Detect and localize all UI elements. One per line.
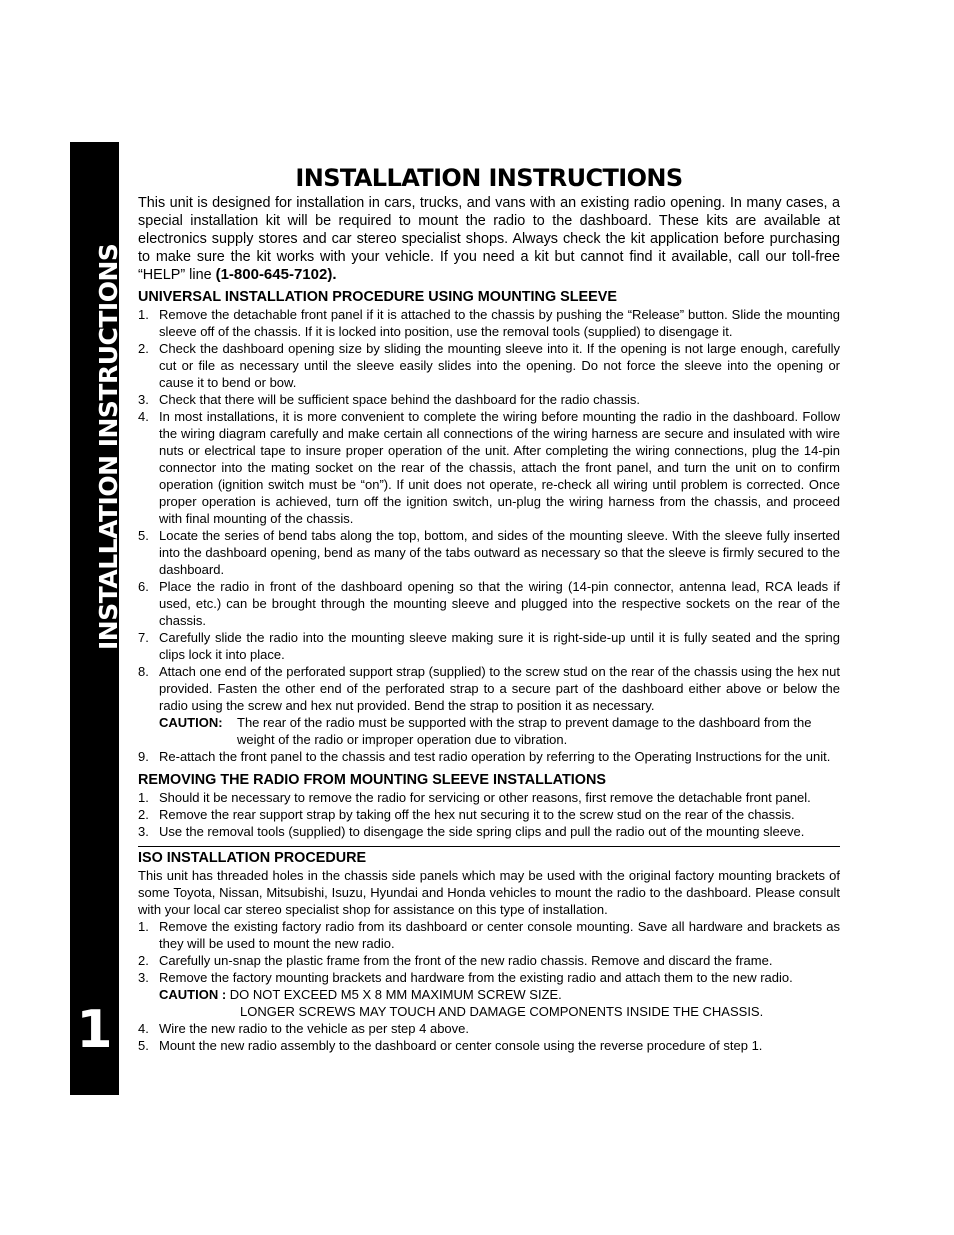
step-number: 3. [138,392,149,407]
universal-steps-list [138,306,840,714]
caution-text: The rear of the radio must be supported with the strap to prevent damage to the dashboard from the weight of the radio or improper operation due to vibration. [237,715,812,747]
step-text: Check that there will be sufficient space behind the dashboard for the radio chassis. [159,392,641,407]
list-item [138,823,840,840]
step-text: Remove the factory mounting brackets and hardware from the existing radio and attach them to the new radio. [159,970,793,985]
iso-steps-list-cont [138,1020,840,1054]
side-tab [70,142,123,1095]
step-number: 1. [138,307,149,322]
step-number: 2. [138,807,149,822]
side-tab-title: INSTALLATION INSTRUCTIONS [94,243,123,650]
step-number: 5. [138,1038,149,1053]
screw-size-caution [138,986,840,1020]
strap-caution-note [138,714,840,748]
list-item [138,1020,840,1037]
main-content [138,162,840,1054]
step-number: 4. [138,409,149,424]
section-heading-universal: UNIVERSAL INSTALLATION PROCEDURE USING MOUNTING SLEEVE [138,289,617,305]
step-text: Use the removal tools (supplied) to disengage the side spring clips and pull the radio out of the mounting sleeve. [159,824,805,839]
intro-text: This unit is designed for installation in cars, trucks, and vans with an existing radio opening. In many cases, a special installation kit will be required to mount the radio to the dashboard. These kits are available at electronics supply stores and car stereo specialist shops. Always check the kit application before purchasing to make sure the kit works with your vehicle. If you need a kit but cannot find it available, call our toll-free “HELP” line [138,195,840,283]
caution-label: CAUTION: [159,715,223,730]
step-number: 2. [138,953,149,968]
section-heading-iso: ISO INSTALLATION PROCEDURE [138,850,367,866]
step-number: 5. [138,528,149,543]
step-text: Mount the new radio assembly to the dashboard or center console using the reverse procedure of step 1. [159,1038,763,1053]
step-text: Remove the existing factory radio from its dashboard or center console mounting. Save all hardware and brackets as they will be used to mount the new radio. [159,919,840,951]
list-item [138,1037,840,1054]
list-item [138,527,840,578]
step-number: 9. [138,749,149,764]
list-item [138,663,840,714]
list-item [138,969,840,986]
caution-label: CAUTION : [159,987,227,1002]
list-item [138,952,840,969]
step-number: 8. [138,664,149,679]
step-number: 6. [138,579,149,594]
list-item [138,748,840,765]
step-text: Carefully un-snap the plastic frame from the front of the new radio chassis. Remove and discard the frame. [159,953,773,968]
list-item [138,806,840,823]
list-item [138,340,840,391]
page-title: INSTALLATION INSTRUCTIONS [295,164,683,192]
intro-paragraph [138,194,840,284]
iso-intro-paragraph: This unit has threaded holes in the chassis side panels which may be used with the original factory mounting brackets of some Toyota, Nissan, Mitsubishi, Isuzu, Hyundai and Honda vehicles to mount the radio to the dashboard. Please consult with your local car stereo specialist shop for assistance on this type of installation. [138,868,840,917]
step-text: Remove the rear support strap by taking off the hex nut securing it to the screw stud on the rear of the chassis. [159,807,795,822]
list-item [138,789,840,806]
step-number: 3. [138,824,149,839]
step-number: 2. [138,341,149,356]
step-text: Should it be necessary to remove the radio for servicing or other reasons, first remove the detachable front panel. [159,790,811,805]
section-divider [138,846,840,847]
caution-line-1 [159,986,840,1003]
list-item [138,391,840,408]
step-text: In most installations, it is more convenient to complete the wiring before mounting the radio in the dashboard. Follow the wiring diagram carefully and make certain all connections of the wiring harness are secure and insulated with wire nuts or electrical tape to insure proper operation of the unit. After completing the wiring connections, plug the 14-pin connector into the mating socket on the rear of the chassis, attach the front panel, and turn the unit on to confirm operation (ignition switch must be “on”). If unit does not operate, re-check all wiring until problem is corrected. Once proper operation is achieved, turn off the ignition switch, un-plug the wiring harness from the chassis, and proceed with final mounting of the chassis. [159,409,840,526]
step-number: 4. [138,1021,149,1036]
step-text: Locate the series of bend tabs along the top, bottom, and sides of the mounting sleeve. With the sleeve fully inserted into the dashboard opening, bend as many of the tabs outward as necessary so that the sleeve is firmly secured to the dashboard. [159,528,840,577]
step-number: 3. [138,970,149,985]
step-text: Attach one end of the perforated support strap (supplied) to the screw stud on the rear of the chassis using the hex nut provided. Fasten the other end of the perforated strap to a secure part of the dashboard either above or below the radio using the screw and hex nut provided. Bend the strap to position it as necessary. [159,664,840,713]
step-text: Remove the detachable front panel if it is attached to the chassis by pushing the “Release” button. Slide the mounting sleeve off of the chassis. If it is locked into position, use the removal tools (supplied) to disengage it. [159,307,840,339]
help-phone-number: (1-800-645-7102). [215,266,337,283]
caution-line-2: LONGER SCREWS MAY TOUCH AND DAMAGE COMPONENTS INSIDE THE CHASSIS. [240,1004,764,1019]
list-item [138,629,840,663]
universal-steps-list-cont [138,748,840,765]
step-text: Check the dashboard opening size by sliding the mounting sleeve into it. If the opening is not large enough, carefully cut or file as necessary until the sleeve easily slides into the opening. Do not force the sleeve into the opening or cause it to bend or bow. [159,341,840,390]
step-number: 1. [138,790,149,805]
step-text: Carefully slide the radio into the mounting sleeve making sure it is right-side-up until it is fully seated and the spring clips lock it into place. [159,630,840,662]
step-number: 1. [138,919,149,934]
list-item [138,408,840,527]
section-heading-removing: REMOVING THE RADIO FROM MOUNTING SLEEVE INSTALLATIONS [138,772,606,788]
step-text: Wire the new radio to the vehicle as per step 4 above. [159,1021,470,1036]
removing-steps-list [138,789,840,840]
iso-steps-list [138,918,840,986]
step-text: Place the radio in front of the dashboard opening so that the wiring (14-pin connector, antenna lead, RCA leads if used, etc.) can be brought through the mounting sleeve and plugged into the respective sockets on the rear of the chassis. [159,579,840,628]
caution-text: DO NOT EXCEED M5 X 8 MM MAXIMUM SCREW SIZE. [226,987,562,1002]
list-item [138,306,840,340]
step-number: 7. [138,630,149,645]
page-number: 1 [76,1000,113,1060]
list-item [138,578,840,629]
list-item [138,918,840,952]
step-text: Re-attach the front panel to the chassis and test radio operation by referring to the Operating Instructions for the unit. [159,749,831,764]
